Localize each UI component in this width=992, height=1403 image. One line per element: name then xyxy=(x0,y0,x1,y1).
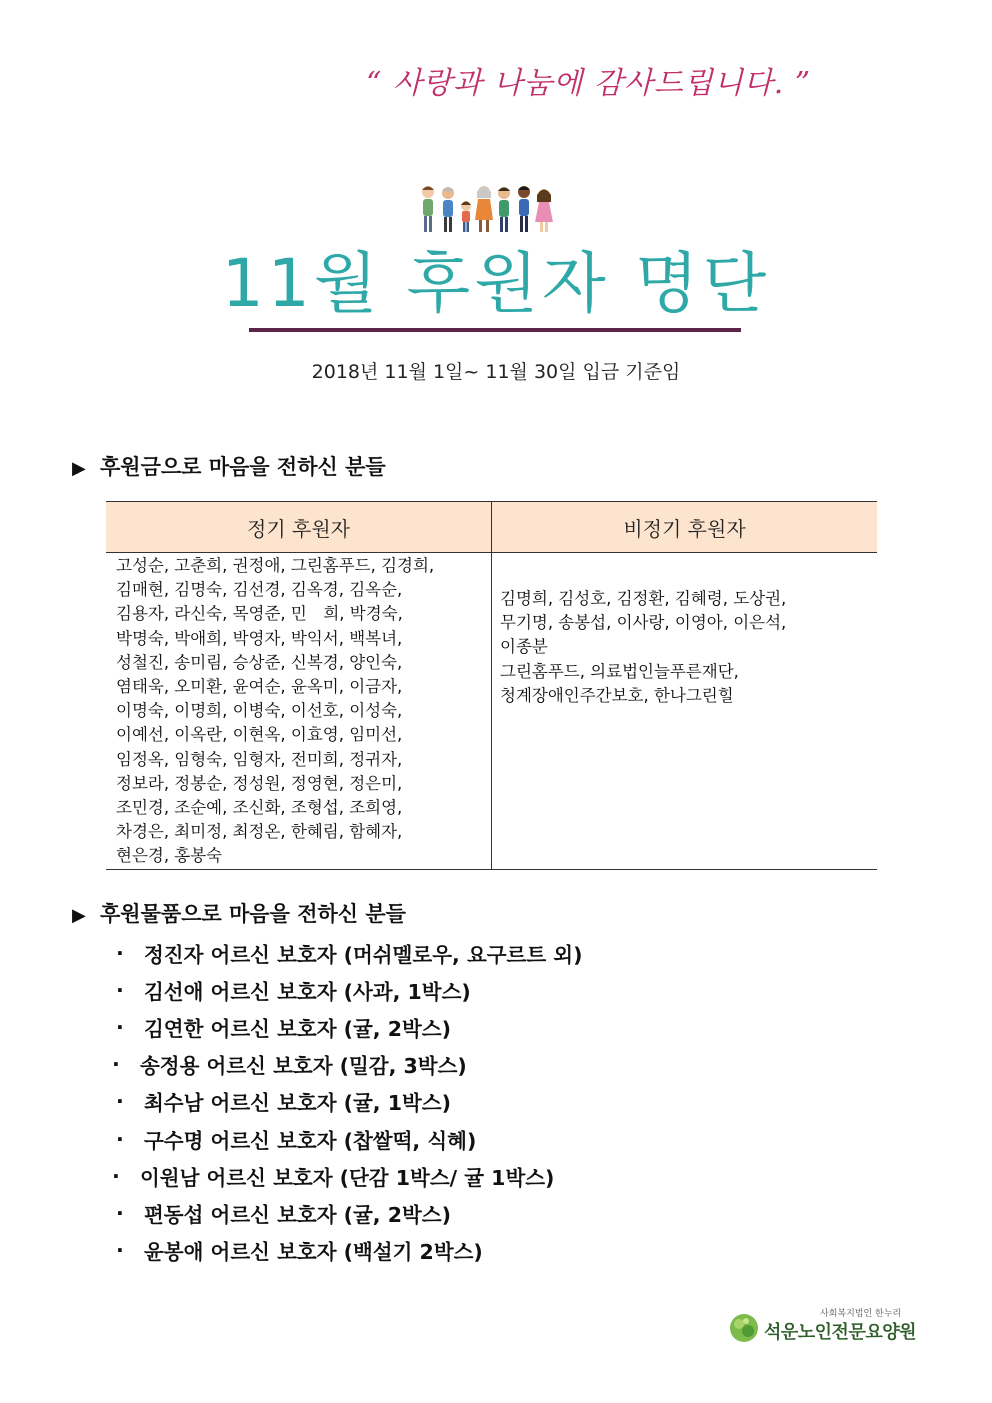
item-text: 편동섭 어르신 보호자 (귤, 2박스) xyxy=(144,1202,451,1227)
donor-line: 현은경, 홍봉숙 xyxy=(116,846,223,866)
irregular-donor-list xyxy=(492,553,878,870)
list-item xyxy=(112,1046,816,1083)
bullet-icon: · xyxy=(116,1238,124,1263)
donor-line: 정보라, 정봉순, 정성원, 정영현, 정은미, xyxy=(116,773,403,793)
bullet-icon: · xyxy=(112,1052,120,1077)
donor-line: 성철진, 송미림, 승상준, 신복경, 양인숙, xyxy=(116,652,403,672)
goods-list xyxy=(112,934,816,1269)
donor-line: 염태욱, 오미환, 윤여순, 윤옥미, 이금자, xyxy=(116,677,403,697)
donor-line: 그린홈푸드, 의료법인늘푸른재단, xyxy=(500,661,739,681)
list-item xyxy=(116,1083,816,1120)
person-6 xyxy=(518,186,530,232)
list-item xyxy=(116,971,816,1008)
triangle-icon: ▶ xyxy=(72,905,86,926)
bullet-icon: · xyxy=(116,940,124,965)
list-item xyxy=(116,1232,816,1269)
item-text: 최수남 어르신 보호자 (귤, 1박스) xyxy=(144,1091,451,1116)
item-text: 송정용 어르신 보호자 (밀감, 3박스) xyxy=(140,1054,467,1079)
list-item xyxy=(116,1008,816,1045)
person-7 xyxy=(535,189,553,232)
bullet-icon: · xyxy=(116,1200,124,1225)
donor-line: 이예선, 이옥란, 이현옥, 이효영, 임미선, xyxy=(116,725,403,745)
slogan: “ 사랑과 나눔에 감사드립니다. ” xyxy=(366,66,812,101)
irregular-donor-header: 비정기 후원자 xyxy=(492,502,878,553)
item-text: 정진자 어르신 보호자 (머쉬멜로우, 요구르트 외) xyxy=(144,942,583,967)
regular-donor-header: 정기 후원자 xyxy=(106,502,492,553)
money-section-title: 후원금으로 마음을 전하신 분들 xyxy=(100,455,386,479)
item-text: 구수명 어르신 보호자 (찹쌀떡, 식혜) xyxy=(144,1128,477,1153)
logo-emblem-icon xyxy=(728,1312,760,1344)
donor-line: 김명희, 김성호, 김정환, 김혜령, 도상권, xyxy=(500,589,787,608)
period-note: 2018년 11월 1일~ 11월 30일 입금 기준임 xyxy=(311,361,681,383)
list-item xyxy=(116,1194,816,1231)
logo-name: 석운노인전문요양원 xyxy=(764,1322,916,1343)
person-4 xyxy=(475,186,493,232)
donor-line: 차경은, 최미정, 최정온, 한혜림, 함혜자, xyxy=(116,822,403,842)
family-illustration xyxy=(418,184,560,236)
item-text: 이원남 어르신 보호자 (단감 1박스/ 귤 1박스) xyxy=(140,1165,555,1190)
donor-line: 임정옥, 임형숙, 임형자, 전미희, 정귀자, xyxy=(116,749,403,769)
bullet-icon: · xyxy=(116,1089,124,1114)
list-item xyxy=(116,934,816,971)
donor-line: 이종분 xyxy=(500,637,548,657)
list-item xyxy=(116,1120,816,1157)
donor-line: 조민경, 조순예, 조신화, 조형섭, 조희영, xyxy=(116,798,403,818)
person-1 xyxy=(422,186,434,232)
item-text: 김연한 어르신 보호자 (귤, 2박스) xyxy=(144,1016,451,1041)
triangle-icon: ▶ xyxy=(72,458,86,479)
donor-table xyxy=(106,501,877,870)
bullet-icon: · xyxy=(116,1014,124,1039)
bullet-icon: · xyxy=(116,977,124,1002)
donor-line: 청계장애인주간보호, 한나그린힐 xyxy=(500,685,734,705)
page-title: 11월 후원자 명단 xyxy=(221,245,771,322)
title-underline xyxy=(249,328,741,332)
item-text: 윤봉애 어르신 보호자 (백설기 2박스) xyxy=(144,1240,483,1265)
donor-line: 김용자, 라신숙, 목영준, 민 희, 박경숙, xyxy=(116,604,403,624)
person-5 xyxy=(498,187,510,232)
list-item xyxy=(112,1157,816,1194)
goods-section-heading xyxy=(72,898,406,928)
logo-org-name: 사회복지법인 한누리 xyxy=(820,1309,902,1319)
donor-line: 김매현, 김명숙, 김선경, 김옥경, 김옥순, xyxy=(116,580,403,600)
donor-line: 박명숙, 박애희, 박영자, 박익서, 백복녀, xyxy=(116,628,403,648)
donor-line: 고성순, 고춘희, 권정애, 그린홈푸드, 김경희, xyxy=(116,556,435,575)
donor-line: 무기명, 송봉섭, 이사랑, 이영아, 이은석, xyxy=(500,613,787,633)
regular-donor-list xyxy=(106,553,492,870)
person-3 xyxy=(461,201,471,232)
donor-line: 이명숙, 이명희, 이병숙, 이선호, 이성숙, xyxy=(116,701,403,721)
item-text: 김선애 어르신 보호자 (사과, 1박스) xyxy=(144,979,471,1004)
person-2 xyxy=(442,187,454,232)
goods-section-title: 후원물품으로 마음을 전하신 분들 xyxy=(100,902,406,926)
bullet-icon: · xyxy=(116,1126,124,1151)
bullet-icon: · xyxy=(112,1163,120,1188)
money-section-heading xyxy=(72,451,386,481)
